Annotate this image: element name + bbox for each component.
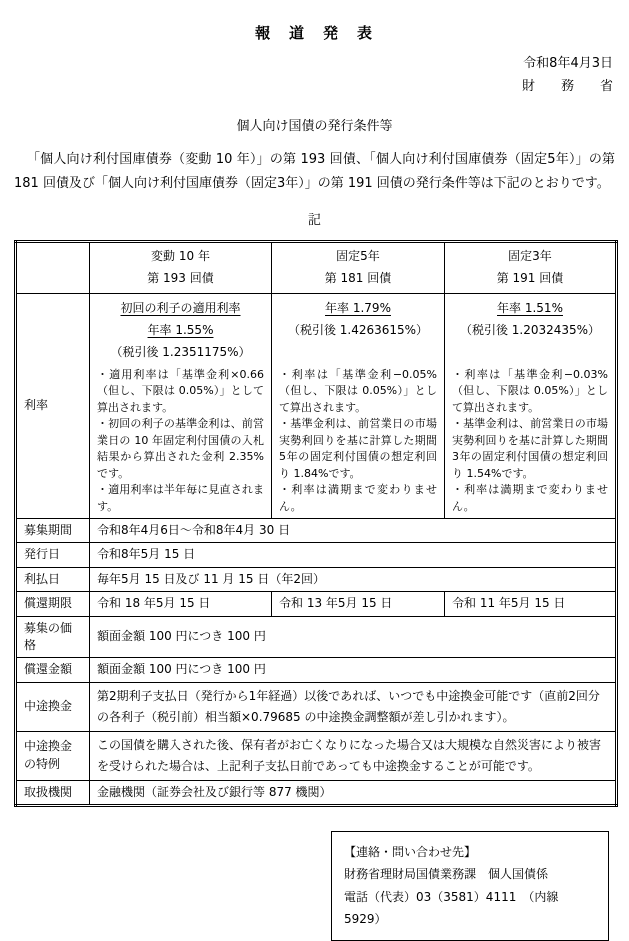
issue-date-row: [16, 543, 617, 567]
interest-payment-date-row: [16, 567, 617, 591]
col-header-variable-10y: [90, 242, 272, 293]
row-label-interest: 利率: [16, 293, 90, 519]
row-label: 償還金額: [16, 658, 90, 682]
contact-phone: 電話（代表）03（3581）4111 （内線 5929）: [344, 889, 559, 926]
header-empty-cell: [16, 242, 90, 293]
interest-payment-value: 毎年5月 15 日及び 11 月 15 日（年2回）: [90, 567, 617, 591]
offer-period-row: [16, 519, 617, 543]
note-item: ・利率は「基準金利−0.03%（但し、下限は 0.05%）」として算出されます。: [452, 367, 608, 414]
handling-institutions-row: [16, 780, 617, 805]
note-item: ・利率は満期まで変わりません。: [452, 483, 608, 513]
interest-headline: [452, 297, 608, 365]
row-label: 利払日: [16, 567, 90, 591]
after-tax-rate: （税引後 1.2351175%）: [110, 344, 251, 359]
bond-type-label: 固定5年: [336, 249, 380, 264]
interest-rate-row: [16, 293, 617, 519]
interest-cell-fixed-3y: [445, 293, 617, 519]
interest-notes: [452, 367, 608, 516]
interest-headline: [97, 297, 264, 365]
row-label: 募集期間: [16, 519, 90, 543]
col-header-fixed-5y: [272, 242, 445, 293]
offer-period-value: 令和8年4月6日～令和8年4月 30 日: [90, 519, 617, 543]
ministry-name: 財 務 省: [521, 78, 613, 94]
annual-rate: 年率 1.55%: [147, 322, 214, 337]
issue-date-value: 令和8年5月 15 日: [90, 543, 617, 567]
release-date: 令和8年4月3日: [523, 56, 613, 71]
interest-notes: [97, 367, 264, 516]
bond-type-label: 固定3年: [508, 249, 552, 264]
row-label: 償還期限: [16, 592, 90, 616]
bond-issue-label: 第 193 回債: [147, 271, 214, 285]
intro-paragraph: 「個人向け利付国庫債券（変動 10 年）」の第 193 回債、「個人向け利付国庫債券（固定5年）」の第 181 回債及び「個人向け利付国庫債券（固定3年）」の第 191 回債の発行条件等は下記のとおりです。: [14, 151, 615, 192]
maturity-variable-10y: 令和 18 年5月 15 日: [90, 592, 272, 616]
redemption-amount-value: 額面金額 100 円につき 100 円: [90, 658, 617, 682]
bond-issue-label: 第 181 回債: [324, 271, 392, 285]
row-label: 発行日: [16, 543, 90, 567]
row-label: 中途換金の特例: [16, 731, 90, 780]
date-block: [14, 53, 615, 99]
after-tax-rate: （税引後 1.4263615%）: [287, 322, 429, 337]
early-redemption-row: [16, 682, 617, 731]
early-redemption-exception-row: [16, 731, 617, 780]
contact-heading: 【連絡・問い合わせ先】: [344, 845, 477, 860]
bond-type-label: 変動 10 年: [151, 249, 210, 264]
after-tax-rate: （税引後 1.2032435%）: [459, 322, 601, 337]
row-label: 取扱機関: [16, 780, 90, 805]
interest-cell-fixed-5y: [272, 293, 445, 519]
subject-title: 個人向け国債の発行条件等: [236, 118, 393, 134]
offer-price-value: 額面金額 100 円につき 100 円: [90, 616, 617, 658]
contact-box: [331, 831, 609, 941]
early-redemption-exception-value: この国債を購入された後、保有者がお亡くなりになった場合又は大規模な自然災害により被害を受けられた場合は、上記利子支払日前であっても中途換金することが可能です。: [90, 731, 617, 780]
note-item: ・基準金利は、前営業日の市場実勢利回りを基に計算した期間5年の固定利付国債の想定利回り 1.84%です。: [279, 417, 437, 480]
maturity-row: [16, 592, 617, 616]
applied-rate-title: 初回の利子の適用利率: [120, 300, 241, 315]
col-header-fixed-3y: [445, 242, 617, 293]
press-release-label: 報 道 発 表: [254, 24, 374, 42]
interest-notes: [279, 367, 437, 516]
interest-cell-variable-10y: [90, 293, 272, 519]
row-label: 募集の価格: [16, 616, 90, 658]
note-item: ・利率は「基準金利−0.05%（但し、下限は 0.05%）」として算出されます。: [279, 367, 437, 414]
note-item: ・基準金利は、前営業日の市場実勢利回りを基に計算した期間3年の固定利付国債の想定利回り 1.54%です。: [452, 417, 608, 480]
row-label: 中途換金: [16, 682, 90, 731]
note-item: ・利率は満期まで変わりません。: [279, 483, 437, 513]
table-header-row: [16, 242, 617, 293]
bond-issue-label: 第 191 回債: [496, 271, 564, 285]
annual-rate: 年率 1.51%: [497, 300, 563, 315]
annual-rate: 年率 1.79%: [325, 300, 391, 315]
redemption-amount-row: [16, 658, 617, 682]
issuance-terms-table: [14, 240, 618, 807]
note-item: ・初回の利子の基準金利は、前営業日の 10 年固定利付国債の入札結果から算出された金利 2.35%です。: [97, 417, 264, 480]
note-item: ・適用利率は半年毎に見直されます。: [97, 483, 264, 513]
interest-headline: [279, 297, 437, 365]
record-marker: 記: [307, 213, 321, 229]
handling-institutions-value: 金融機関（証券会社及び銀行等 877 機関）: [90, 780, 617, 805]
maturity-fixed-3y: 令和 11 年5月 15 日: [445, 592, 617, 616]
early-redemption-value: 第2期利子支払日（発行から1年経過）以後であれば、いつでも中途換金可能です（直前2回分の各利子（税引前）相当額×0.79685 の中途換金調整額が差し引かれます）。: [90, 682, 617, 731]
offer-price-row: [16, 616, 617, 658]
maturity-fixed-5y: 令和 13 年5月 15 日: [272, 592, 445, 616]
note-item: ・適用利率は「基準金利×0.66（但し、下限は 0.05%）」として算出されます。: [97, 367, 264, 414]
contact-department: 財務省理財局国債業務課 個人国債係: [344, 867, 549, 882]
